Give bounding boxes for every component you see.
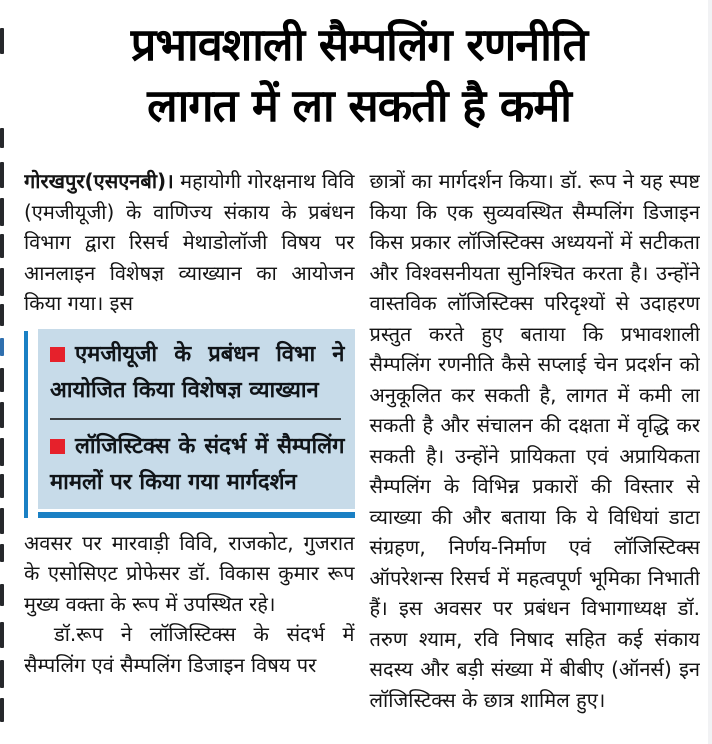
edge-mark bbox=[0, 198, 4, 226]
highlight-box bbox=[24, 329, 355, 518]
highlight-item bbox=[50, 429, 345, 501]
edge-mark bbox=[0, 508, 4, 534]
article-body bbox=[24, 166, 700, 744]
edge-mark bbox=[0, 304, 4, 326]
edge-mark bbox=[0, 28, 4, 54]
edge-mark bbox=[0, 698, 4, 722]
edge-mark bbox=[0, 402, 4, 428]
right-column bbox=[370, 166, 701, 744]
edge-mark bbox=[0, 234, 4, 258]
edge-mark bbox=[0, 544, 4, 562]
highlight-item bbox=[50, 337, 345, 409]
highlight-box-bottom-rule bbox=[38, 512, 355, 518]
article-headline bbox=[20, 14, 698, 136]
paragraph: डॉ.रूप ने लॉजिस्टिक्स के संदर्भ में सैम्पलिंग एवं सैम्पलिंग डिजाइन विषय पर bbox=[24, 622, 355, 677]
paragraph: अवसर पर मारवाड़ी विवि, राजकोट, गुजरात के एसोसिएट प्रोफेसर डॉ. विकास कुमार रूप मुख्य वक्ता के रूप में उपस्थित रहे। bbox=[24, 530, 355, 616]
scan-edge bbox=[708, 0, 712, 744]
red-square-bullet-icon bbox=[50, 347, 65, 362]
headline-line-1: प्रभावशाली सैम्पलिंग रणनीति bbox=[130, 18, 588, 71]
left-column bbox=[24, 166, 355, 744]
edge-mark bbox=[0, 338, 4, 356]
edge-mark bbox=[0, 474, 4, 498]
lead-paragraph bbox=[24, 166, 355, 319]
edge-mark bbox=[0, 128, 4, 148]
clipped-neighbor-column-marks bbox=[0, 0, 10, 744]
edge-mark bbox=[0, 162, 4, 188]
edge-mark bbox=[0, 268, 4, 296]
lead-paragraph-text: महायोगी गोरक्षनाथ विवि (एमजीयूजी) के वाणिज्य संकाय के प्रबंधन विभाग द्वारा रिसर्च मेथाडोलॉजी विषय पर आनलाइन विशेषज्ञ व्याख्यान का आयोजन किया गया। इस bbox=[24, 169, 355, 315]
headline-line-2: लागत में ला सकती है कमी bbox=[147, 79, 571, 132]
edge-mark bbox=[0, 584, 4, 606]
edge-mark bbox=[0, 622, 4, 648]
red-square-bullet-icon bbox=[50, 439, 65, 454]
highlight-separator-rule bbox=[50, 418, 341, 420]
edge-mark bbox=[0, 368, 4, 392]
edge-mark bbox=[0, 438, 4, 466]
highlight-box-left-rule bbox=[24, 331, 28, 518]
highlight-item-text: लॉजिस्टिक्स के संदर्भ में सैम्पलिंग मामलों पर किया गया मार्गदर्शन bbox=[50, 433, 345, 495]
highlight-item-text: एमजीयूजी के प्रबंधन विभा ने आयोजित किया विशेषज्ञ व्याख्यान bbox=[50, 341, 345, 403]
paragraph: छात्रों का मार्गदर्शन किया। डॉ. रूप ने यह स्पष्ट किया कि एक सुव्यवस्थित सैम्पलिंग डिजाइन किस प्रकार लॉजिस्टिक्स अध्ययनों में सटीकता और विश्वसनीयता सुनिश्चित करता है। उन्होंने वास्तविक लॉजिस्टिक्स परिदृश्यों से उदाहरण प्रस्तुत करते हुए बताया कि प्रभावशाली सैम्पलिंग रणनीति कैसे सप्लाई चेन प्रदर्शन को अनुकूलित कर सकती है, लागत में कमी ला सकती है और संचालन की दक्षता में वृद्धि कर सकती है। उन्होंने प्रायिकता एवं अप्रायिकता सैम्पलिंग के विभिन्न प्रकारों की विस्तार से व्याख्या की और बताया कि ये विधियां डाटा संग्रहण, निर्णय-निर्माण एवं लॉजिस्टिक्स ऑपरेशन्स रिसर्च में महत्वपूर्ण भूमिका निभाती हैं। इस अवसर पर प्रबंधन विभागाध्यक्ष डॉ. तरुण श्याम, रवि निषाद सहित कई संकाय सदस्य और बड़ी संख्या में बीबीए (ऑनर्स) इन लॉजिस्टिक्स के छात्र शामिल हुए। bbox=[369, 169, 700, 712]
edge-mark bbox=[0, 660, 4, 688]
highlight-box-background bbox=[38, 329, 355, 509]
dateline: गोरखपुर(एसएनबी)। bbox=[24, 169, 174, 193]
